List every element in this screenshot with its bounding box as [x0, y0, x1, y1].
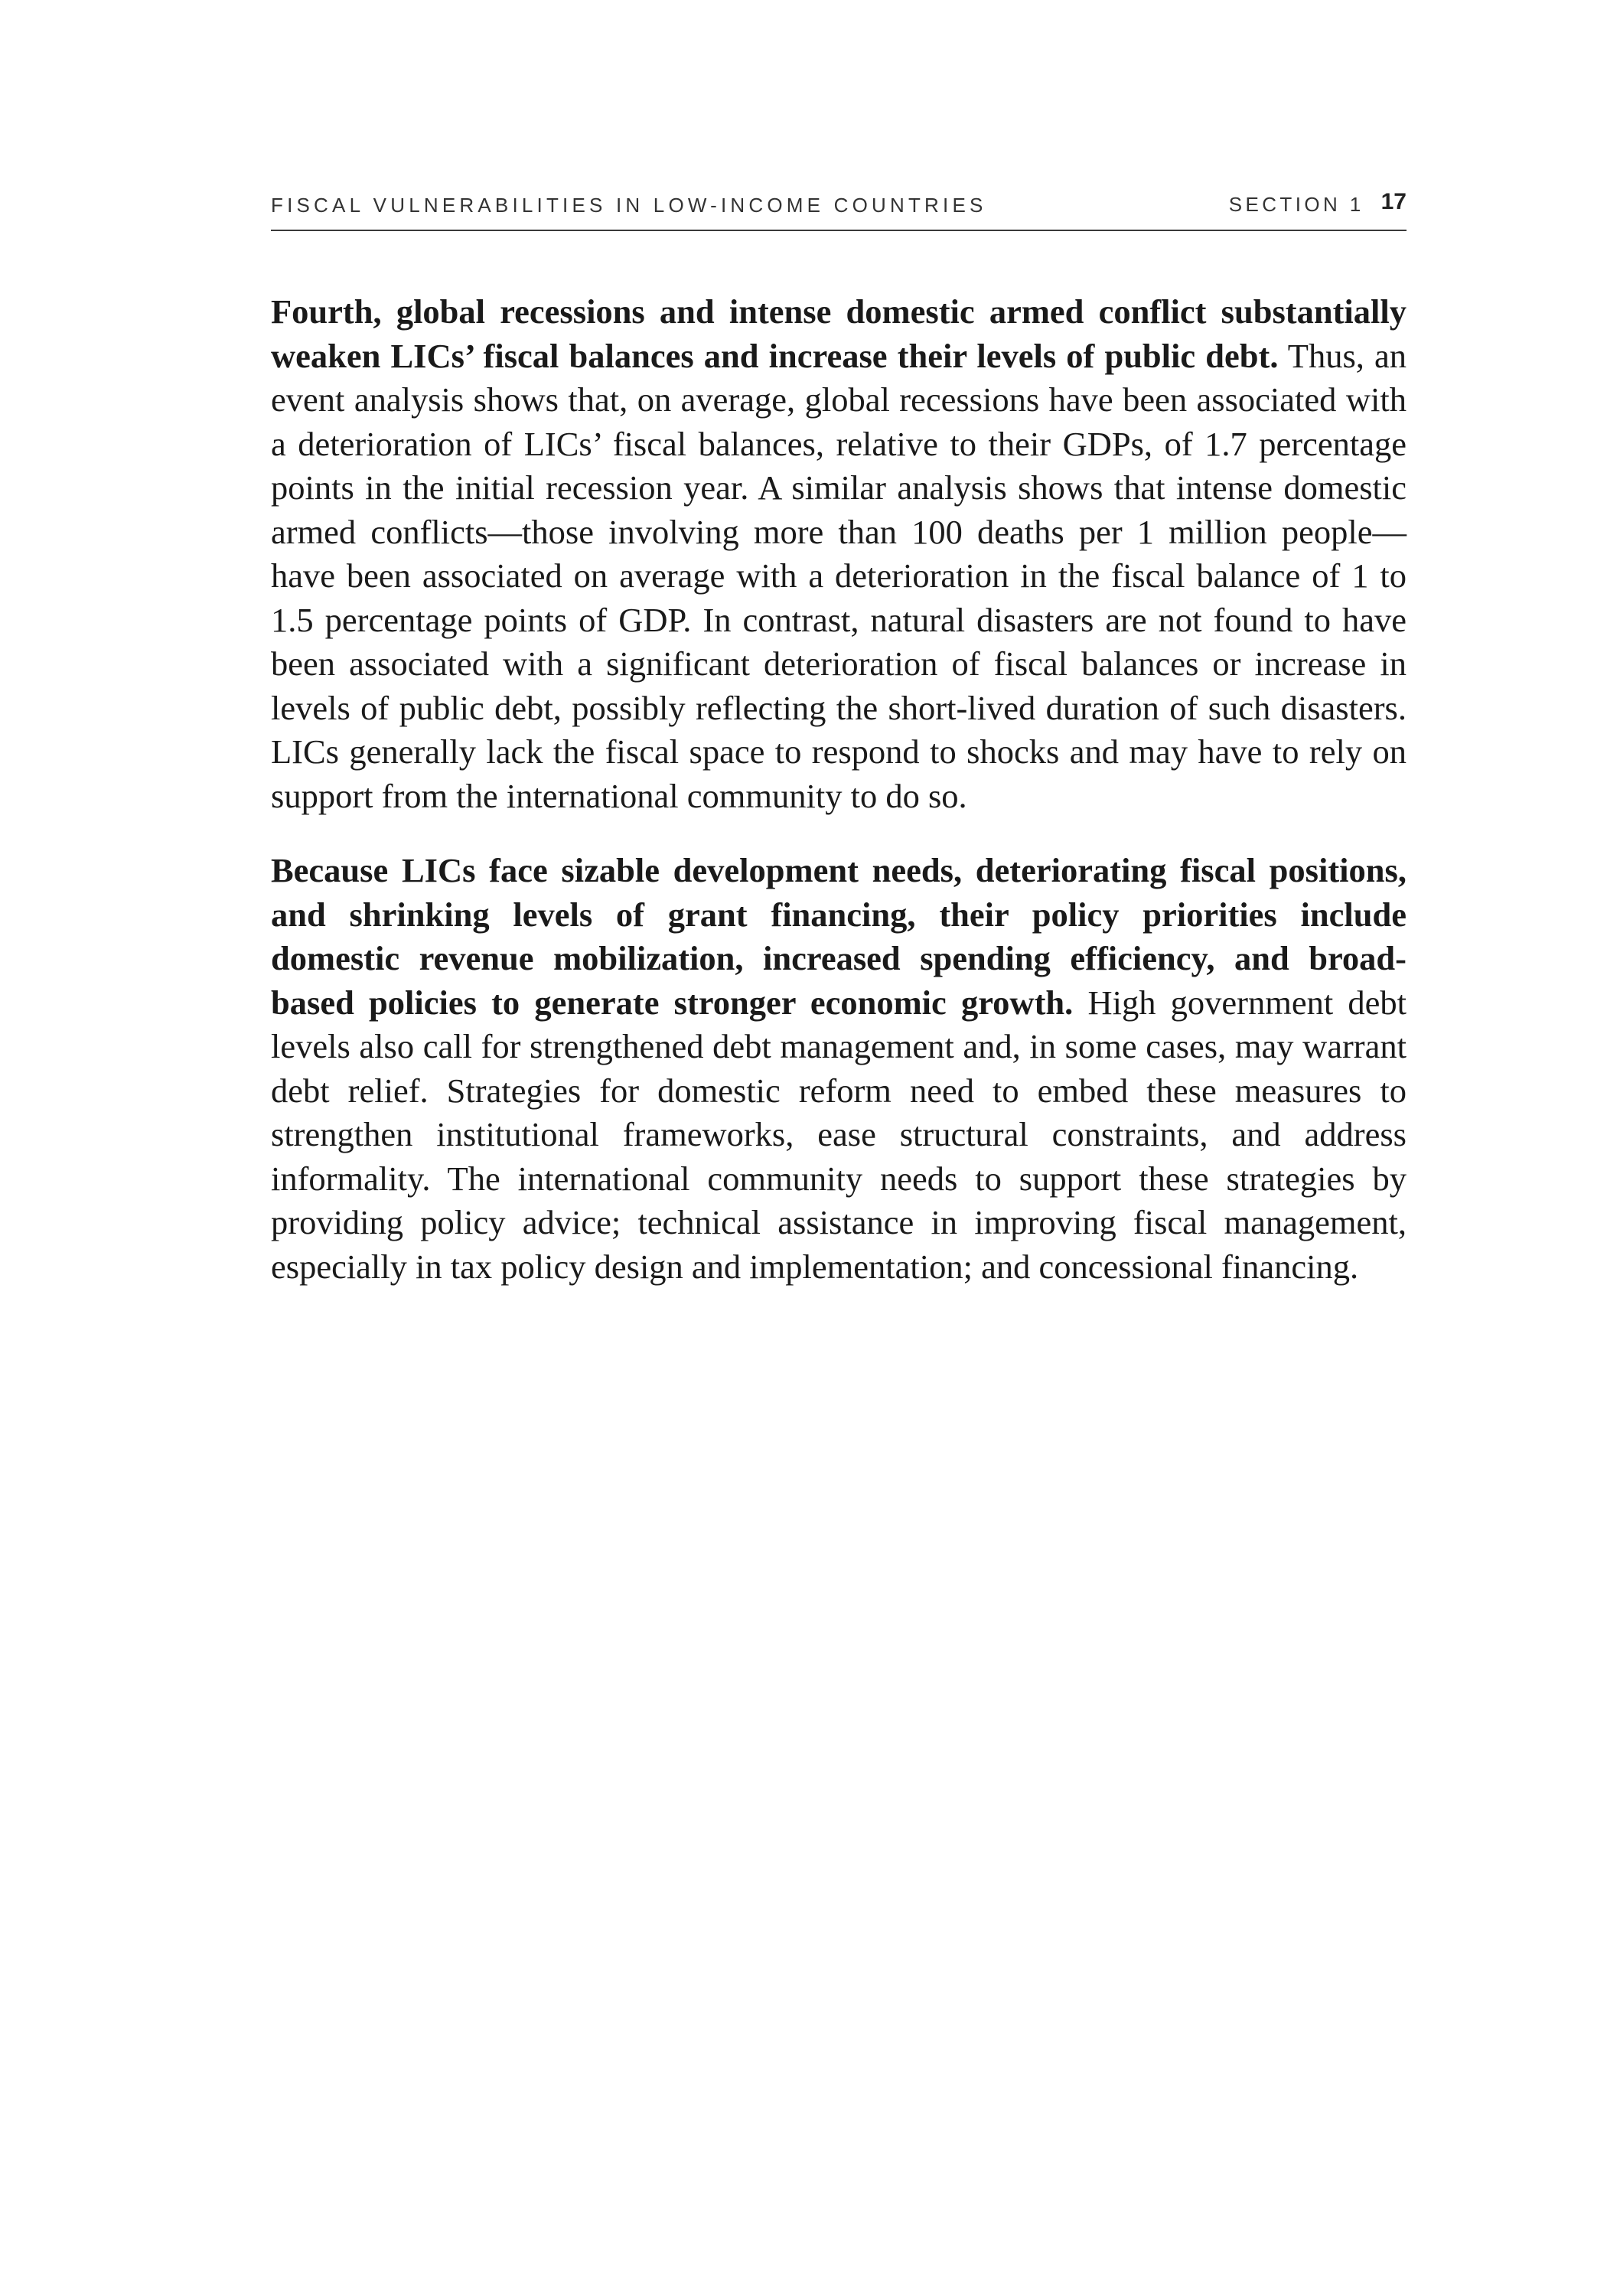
- paragraph-body: High government debt levels also call for strengthened debt management and, in some cases, may warrant debt relief. Strategies for domestic reform need to embed these measures to strengthen institutional frameworks, ease structural constraints, and address informality. The international community needs to support these strategies by providing policy advice; technical assistance in improving fiscal management, especially in tax policy design and implementation; and concessional financing.: [271, 983, 1407, 1286]
- running-header: [271, 184, 1407, 231]
- section-label: SECTION 1: [1228, 193, 1364, 216]
- paragraph-body: Thus, an event analysis shows that, on average, global recessions have been associated with a deterioration of LICs’ fiscal balances, relative to their GDPs, of 1.7 percentage points in the initial recession year. A similar analysis shows that intense domestic armed conflicts—those involving more than 100 deaths per 1 million people—have been associated on average with a deterioration in the fiscal balance of 1 to 1.5 percentage points of GDP. In contrast, natural disasters are not found to have been associated with a significant deterioration of fiscal balances or increase in levels of public debt, possibly reflecting the short-lived duration of such disasters. LICs generally lack the fiscal space to respond to shocks and may have to rely on support from the international community to do so.: [271, 336, 1407, 815]
- header-right-group: [1229, 191, 1407, 217]
- paragraph-lead: Because LICs face sizable development needs, deteriorating fiscal positions, and shrinking levels of grant financing, their policy priorities include domestic revenue mobilization, increased spending efficiency, and broad-based policies to generate stronger economic growth.: [271, 851, 1407, 1022]
- page-number: 17: [1380, 189, 1407, 214]
- body-text: [271, 290, 1407, 1289]
- running-title: FISCAL VULNERABILITIES IN LOW-INCOME COUNTRIES: [271, 194, 987, 217]
- paragraph-policy-priorities: [271, 849, 1407, 1289]
- paragraph-lead: Fourth, global recessions and intense domestic armed conflict substantially weaken LICs’ fiscal balances and increase their levels of public debt.: [271, 292, 1407, 375]
- paragraph-fiscal-shocks: [271, 290, 1407, 818]
